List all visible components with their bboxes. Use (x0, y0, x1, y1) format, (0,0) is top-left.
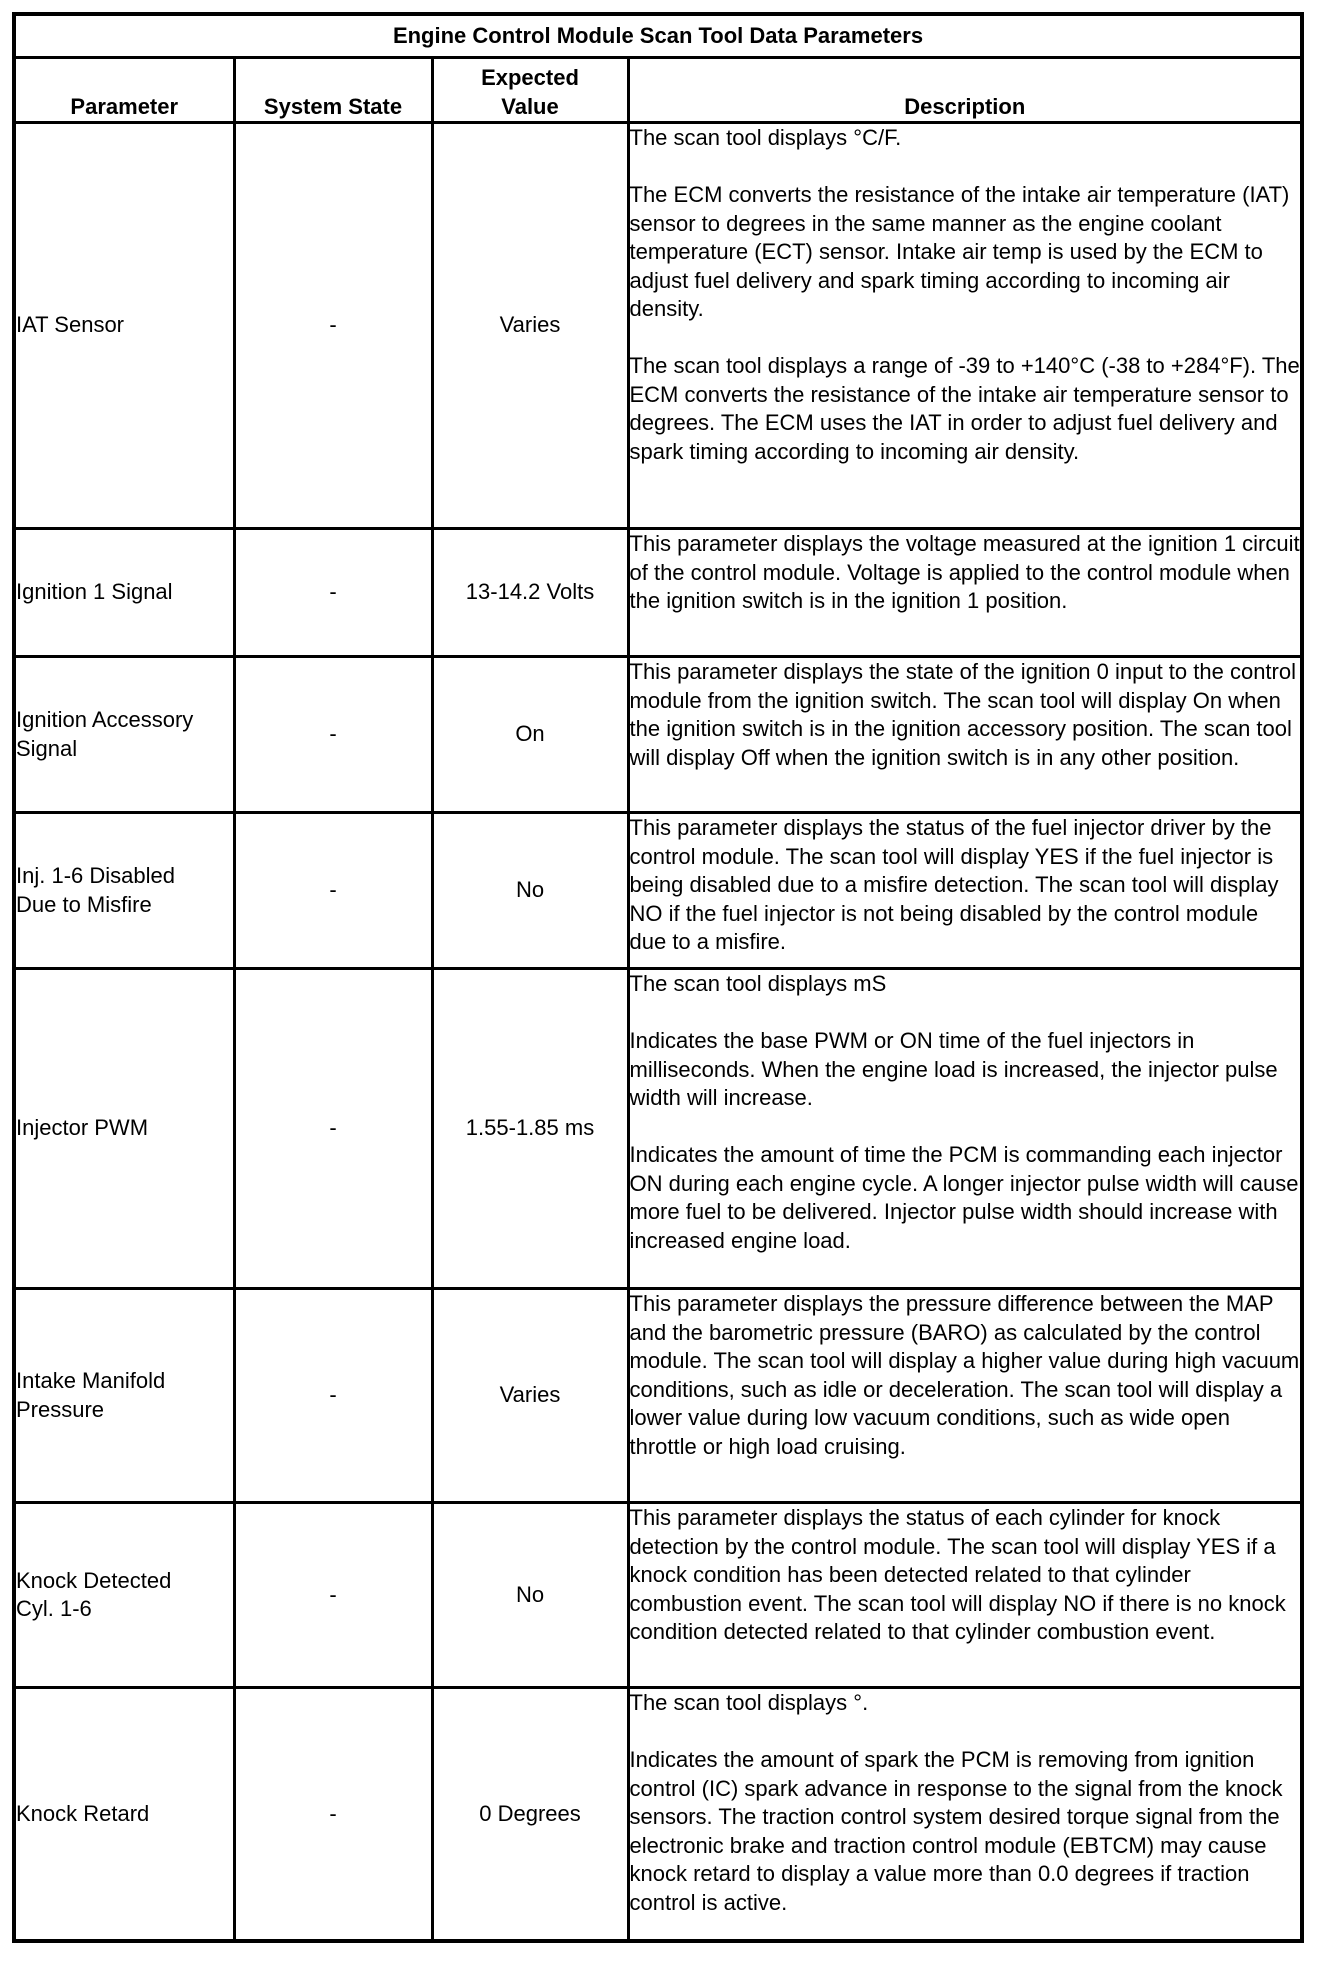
table-row (14, 1503, 1302, 1688)
parameter-cell: IAT Sensor (14, 123, 234, 529)
description-paragraph: The scan tool displays °C/F. (629, 125, 902, 150)
expected-value-cell: 1.55-1.85 ms (432, 969, 628, 1289)
header-description: Description (628, 58, 1302, 123)
description-paragraph: Indicates the base PWM or ON time of the fuel injectors in milliseconds. When the engine load is increased, the injector pulse width will increase. (629, 1028, 1278, 1110)
table-row (14, 813, 1302, 969)
description-paragraph: This parameter displays the status of the fuel injector driver by the control module. The scan tool will display YES if the fuel injector is being disabled due to a misfire detection. The scan tool will display NO if the fuel injector is not being disabled by the control module due to a misfire. (629, 815, 1279, 954)
table-header-row (14, 58, 1302, 123)
table-row (14, 969, 1302, 1289)
system-state-cell: - (234, 123, 432, 529)
header-parameter: Parameter (14, 58, 234, 123)
expected-value-cell: No (432, 813, 628, 969)
description-cell (628, 1688, 1302, 1941)
description-paragraph: This parameter displays the state of the ignition 0 input to the control module from the ignition switch. The scan tool will display On when the ignition switch is in the ignition accessory position. The scan tool will display Off when the ignition switch is in any other position. (629, 659, 1296, 770)
description-paragraph: This parameter displays the pressure difference between the MAP and the barometric pressure (BARO) as calculated by the control module. The scan tool will display a higher value during high vacuum conditions, such as idle or deceleration. The scan tool will display a lower value during low vacuum conditions, such as wide open throttle or high load cruising. (629, 1291, 1300, 1459)
description-paragraph: Indicates the amount of time the PCM is commanding each injector ON during each engine cycle. A longer injector pulse width will cause more fuel to be delivered. Injector pulse width should increase with increased engine load. (629, 1142, 1299, 1253)
system-state-cell: - (234, 657, 432, 813)
parameter-cell: Intake Manifold Pressure (14, 1289, 234, 1503)
system-state-cell: - (234, 1688, 432, 1941)
expected-value-cell: Varies (432, 123, 628, 529)
system-state-cell: - (234, 969, 432, 1289)
expected-value-cell: 0 Degrees (432, 1688, 628, 1941)
description-cell (628, 1289, 1302, 1503)
description-paragraph: This parameter displays the status of each cylinder for knock detection by the control module. The scan tool will display YES if a knock condition has been detected related to that cylinder combustion event. The scan tool will display NO if there is no knock condition detected related to that cylinder combustion event. (629, 1505, 1286, 1644)
expected-value-cell: 13-14.2 Volts (432, 529, 628, 657)
description-cell (628, 657, 1302, 813)
parameter-cell: Ignition Accessory Signal (14, 657, 234, 813)
table-title-row (14, 14, 1302, 58)
parameter-cell: Knock Detected Cyl. 1-6 (14, 1503, 234, 1688)
parameter-cell: Inj. 1-6 Disabled Due to Misfire (14, 813, 234, 969)
description-cell (628, 1503, 1302, 1688)
expected-value-cell: On (432, 657, 628, 813)
expected-value-cell: No (432, 1503, 628, 1688)
system-state-cell: - (234, 1289, 432, 1503)
description-paragraph: Indicates the amount of spark the PCM is removing from ignition control (IC) spark advance in response to the signal from the knock sensors. The traction control system desired torque signal from the electronic brake and traction control module (EBTCM) may cause knock retard to display a value more than 0.0 degrees if traction control is active. (629, 1747, 1283, 1915)
table-row (14, 529, 1302, 657)
table-row (14, 1289, 1302, 1503)
table-row (14, 1688, 1302, 1941)
description-cell (628, 123, 1302, 529)
scan-tool-data-table (12, 12, 1304, 1943)
description-cell (628, 969, 1302, 1289)
system-state-cell: - (234, 1503, 432, 1688)
table-body (14, 123, 1302, 1941)
description-paragraph: The scan tool displays a range of -39 to +140°C (-38 to +284°F). The ECM converts the resistance of the intake air temperature sensor to degrees. The ECM uses the IAT in order to adjust fuel delivery and spark timing according to incoming air density. (629, 353, 1300, 464)
header-expected-value-label: Expected Value (481, 65, 579, 119)
description-paragraph: The ECM converts the resistance of the intake air temperature (IAT) sensor to degrees in the same manner as the engine coolant temperature (ECT) sensor. Intake air temp is used by the ECM to adjust fuel delivery and spark timing according to incoming air density. (629, 182, 1290, 321)
expected-value-cell: Varies (432, 1289, 628, 1503)
description-paragraph: This parameter displays the voltage measured at the ignition 1 circuit of the control module. Voltage is applied to the control module when the ignition switch is in the ignition 1 position. (629, 531, 1300, 613)
parameter-cell: Injector PWM (14, 969, 234, 1289)
header-expected-value (432, 58, 628, 123)
parameter-cell: Knock Retard (14, 1688, 234, 1941)
system-state-cell: - (234, 529, 432, 657)
table-row (14, 657, 1302, 813)
table-row (14, 123, 1302, 529)
parameter-cell: Ignition 1 Signal (14, 529, 234, 657)
description-cell (628, 813, 1302, 969)
description-paragraph: The scan tool displays °. (629, 1690, 869, 1715)
system-state-cell: - (234, 813, 432, 969)
table-title: Engine Control Module Scan Tool Data Parameters (14, 14, 1302, 58)
header-system-state: System State (234, 58, 432, 123)
description-paragraph: The scan tool displays mS (629, 971, 887, 996)
description-cell (628, 529, 1302, 657)
